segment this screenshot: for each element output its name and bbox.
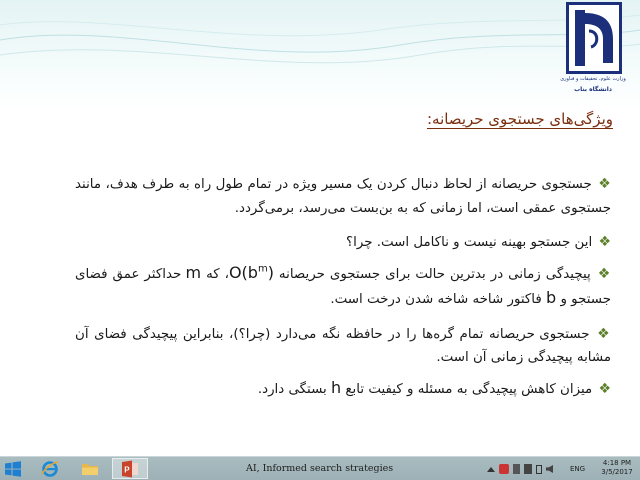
flag-icon[interactable] xyxy=(513,464,520,474)
diamond-bullet-icon: ❖ xyxy=(598,176,611,192)
variable-m: m xyxy=(185,262,202,282)
logo-emblem xyxy=(566,2,622,74)
bullet-item: ❖ میزان کاهش پیچیدگی به مسئله و کیفیت تابع h بستگی دارد. xyxy=(257,377,611,397)
file-explorer-icon xyxy=(81,461,99,477)
taskbar-window-title[interactable]: AI, Informed search strategies xyxy=(246,463,394,474)
logo-university-name: دانشگاه بناب xyxy=(574,86,612,93)
powerpoint-icon xyxy=(121,460,139,478)
battery-icon[interactable] xyxy=(536,465,542,474)
bullet-item xyxy=(75,231,611,255)
bullet-text: پیچیدگی زمانی در بدترین حالت برای جستجوی حریصانه xyxy=(273,266,591,282)
variable-h: h xyxy=(331,377,342,397)
slide-title: ویژگی‌های جستجوی حریصانه: xyxy=(426,110,613,128)
diamond-bullet-icon: ❖ xyxy=(598,234,611,250)
internet-explorer-icon xyxy=(41,460,59,478)
slide-body xyxy=(75,173,611,412)
taskbar-powerpoint[interactable] xyxy=(112,458,148,479)
network-icon[interactable] xyxy=(524,464,532,474)
diamond-bullet-icon: ❖ xyxy=(597,265,611,282)
clock-date: 3/5/2017 xyxy=(601,468,633,476)
system-tray xyxy=(487,461,553,477)
taskbar-file-explorer[interactable] xyxy=(72,458,108,479)
bullet-text: این جستجو بهینه نیست و ناکامل است. چرا؟ xyxy=(346,235,593,250)
volume-icon[interactable] xyxy=(546,465,553,473)
bullet-text: جستجوی حریصانه تمام گره‌ها را در حافظه نگه می‌دارد (چرا؟)، بنابراین پیچیدگی فضای آن مشابه پیچیدگی زمانی آن است. xyxy=(75,326,611,365)
tray-app-icon[interactable] xyxy=(499,464,509,474)
clock-time: 4:18 PM xyxy=(602,459,632,467)
complexity-formula: $O(b^m)$ xyxy=(228,262,274,282)
logo-ministry-text: وزارت علوم، تحقیقات و فناوری xyxy=(560,76,626,82)
taskbar-internet-explorer[interactable] xyxy=(32,458,68,479)
bullet-item xyxy=(75,323,611,370)
svg-text:P: P xyxy=(124,465,130,474)
bullet-item xyxy=(75,173,611,220)
taskbar-clock[interactable] xyxy=(597,459,637,477)
variable-b: b xyxy=(546,288,557,307)
input-language[interactable]: ENG xyxy=(570,465,586,473)
university-logo xyxy=(562,2,628,94)
header-wave-decoration xyxy=(0,0,640,90)
bullet-item: ❖ پیچیدگی زمانی در بدترین حالت برای جستجوی حریصانه $O(b^m)،$ که m حداکثر عمق فضای جستجو و b فاکتور شاخه شاخه شدن درخت است. xyxy=(75,262,611,307)
tray-arrow-icon[interactable] xyxy=(487,467,495,472)
bullet-text: جستجوی حریصانه از لحاظ دنبال کردن یک مسیر ویژه در تمام طول راه به طرف هدف، مانند جستجوی عمقی است، اما زمانی که به بن‌بست می‌رسد، برمی‌گردد. xyxy=(75,177,611,216)
taskbar xyxy=(0,456,640,480)
windows-start-icon[interactable] xyxy=(5,461,21,477)
diamond-bullet-icon: ❖ xyxy=(598,380,611,397)
diamond-bullet-icon: ❖ xyxy=(597,325,611,342)
